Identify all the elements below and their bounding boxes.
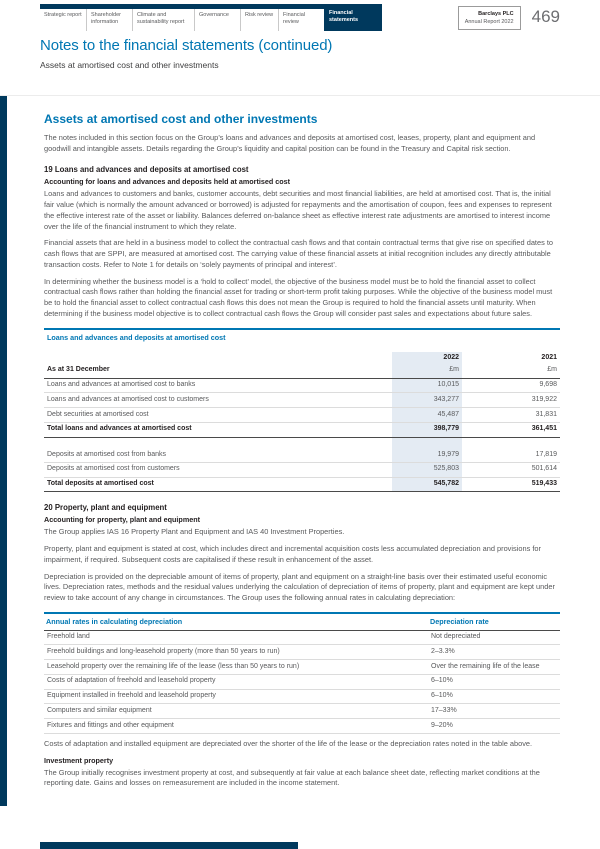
- row-label: Leasehold property over the remaining life of the lease (less than 50 years to run): [44, 660, 428, 675]
- table1-title: Loans and advances and deposits at amortised cost: [47, 332, 226, 342]
- table-row: [44, 408, 560, 423]
- loans-deposits-table: [44, 328, 560, 493]
- main-content: [44, 112, 560, 795]
- row-value-2022: 343,277: [392, 393, 462, 408]
- depreciation-rates-table: [44, 612, 560, 734]
- row-value-2022: 10,015: [392, 378, 462, 393]
- row-value-2022: 525,803: [392, 462, 462, 477]
- tab-strategic-report[interactable]: Strategic report: [44, 12, 82, 18]
- row-label: Total loans and advances at amortised cost: [44, 422, 392, 437]
- year-2021-header: 2021: [541, 354, 557, 362]
- row-value-2021: 17,819: [462, 448, 560, 462]
- table-row: [44, 645, 560, 660]
- row-label: Loans and advances at amortised cost to customers: [44, 393, 392, 408]
- table1-unit-row: [44, 364, 560, 378]
- note20-subtitle: Accounting for property, plant and equipment: [44, 515, 200, 525]
- note20-para4: Costs of adaptation and installed equipment are depreciated over the shorter of the life of the lease or the depreciation rates noted in the table above.: [44, 738, 533, 748]
- row-value-2022: 45,487: [392, 408, 462, 423]
- row-label: Fixtures and fittings and other equipment: [44, 719, 428, 734]
- row-rate: 9–20%: [428, 719, 560, 734]
- row-label: Costs of adaptation of freehold and leasehold property: [44, 674, 428, 689]
- table-row: [44, 660, 560, 675]
- unit-2021: £m: [462, 364, 560, 378]
- tab-financial-statements[interactable]: Financial statements: [324, 4, 382, 31]
- page-title: Notes to the financial statements (continued): [40, 37, 333, 54]
- row-rate: 2–3.3%: [428, 645, 560, 660]
- row-rate: 17–33%: [428, 704, 560, 719]
- row-value-2021: 9,698: [462, 378, 560, 393]
- tab-financial-review[interactable]: Financial review: [278, 9, 324, 31]
- row-value-2022: 545,782: [392, 477, 462, 492]
- table-row: [44, 689, 560, 704]
- page-number: 469: [531, 7, 560, 26]
- table2: [44, 614, 560, 734]
- row-label: Computers and similar equipment: [44, 704, 428, 719]
- table-row: [44, 719, 560, 734]
- note19-subtitle: Accounting for loans and advances and deposits held at amortised cost: [44, 177, 291, 187]
- row-value-2021: 501,614: [462, 462, 560, 477]
- row-label: Debt securities at amortised cost: [44, 408, 392, 423]
- brand-name: Barclays PLC: [478, 11, 514, 17]
- row-rate: Over the remaining life of the lease: [428, 660, 560, 675]
- table1-year-header-row: [44, 352, 560, 364]
- as-at-label: As at 31 December: [44, 364, 392, 378]
- page-header: [40, 37, 560, 70]
- row-rate: 6–10%: [428, 674, 560, 689]
- brand-report-title: Annual Report 2022: [464, 19, 514, 26]
- total-loans-row: [44, 422, 560, 437]
- row-value-2021: 361,451: [462, 422, 560, 437]
- total-deposits-row: [44, 477, 560, 492]
- table-row: [44, 704, 560, 719]
- row-value-2021: 31,831: [462, 408, 560, 423]
- table2-header-left: Annual rates in calculating depreciation: [44, 614, 428, 631]
- row-label: Freehold land: [44, 630, 428, 645]
- table-row: [44, 630, 560, 645]
- tab-climate-sustainability-report[interactable]: Climate and sustainability report: [132, 9, 194, 31]
- table-row: [44, 448, 560, 462]
- table1-spacer-row: [44, 437, 560, 448]
- row-label: Freehold buildings and long-leasehold property (more than 50 years to run): [44, 645, 428, 660]
- note19-para3: In determining whether the business model is a ‘hold to collect’ model, the objective of the business model must be to hold the financial asset to collect contractual cash flows rather than holding the financial asset for trading or short-term profit taking purposes. While the objective of the business model must be to hold the financial asset to collect contractual cash flows this does not mean the Group is required to hold the financial assets until maturity. When determining if the business model objective is to collect contractual cash flows the Group will consider past sales and expectations about future sales.: [44, 276, 553, 318]
- row-label: Equipment installed in freehold and leasehold property: [44, 689, 428, 704]
- note19-para1: Loans and advances to customers and banks, customer accounts, debt securities and most financial liabilities, are held at amortised cost. That is, the initial fair value (which is normally the amount advanced or borrowed) is adjusted for repayments and the amortisation of coupon, fees and expenses to represent the effective interest rate of the asset or liability. Balances deferred on-balance sheet as effective interest rate adjustments are amortised to interest income over the life of the financial instrument to which they relate.: [44, 189, 552, 231]
- intro-paragraph: The notes included in this section focus on the Group’s loans and advances and deposits at amortised cost, leases, property, plant and equipment and goodwill and intangible assets. Details regarding the Group’s liquidity and capital position can be found in the Treasury and Capital risk section.: [44, 133, 536, 153]
- tab-shareholder-information[interactable]: Shareholder information: [86, 9, 132, 31]
- row-label: Loans and advances at amortised cost to banks: [44, 378, 392, 393]
- row-label: Deposits at amortised cost from banks: [44, 448, 392, 462]
- table1: [44, 352, 560, 493]
- footer-accent-bar: [40, 842, 298, 849]
- section-heading: Assets at amortised cost and other investments: [44, 112, 318, 126]
- table-row: [44, 393, 560, 408]
- unit-2022: £m: [392, 364, 462, 378]
- row-value-2022: 19,979: [392, 448, 462, 462]
- tab-governance[interactable]: Governance: [194, 9, 240, 31]
- left-accent-bar: [0, 96, 7, 806]
- tab-risk-review[interactable]: Risk review: [240, 9, 278, 31]
- note20-para5: The Group initially recognises investment property at cost, and subsequently at fair value at each balance sheet date, reflecting market conditions at the reporting date. Gains and losses on remeasurement are included in the income statement.: [44, 767, 540, 788]
- top-nav: [40, 4, 560, 31]
- row-value-2021: 519,433: [462, 477, 560, 492]
- table-row: [44, 378, 560, 393]
- table2-header-right: Depreciation rate: [428, 614, 560, 631]
- row-label: Total deposits at amortised cost: [44, 477, 392, 492]
- table-row: [44, 674, 560, 689]
- brand-box: [458, 6, 521, 30]
- note20-para3: Depreciation is provided on the depreciable amount of items of property, plant and equipment on a straight-line basis over their estimated useful economic lives. Depreciation rates, methods and the residual values underlying the calculation of depreciation of items of property, plant and equipment are kept under review to take account of any change in circumstances. The Group uses the following annual rates in calculating depreciation:: [44, 571, 555, 602]
- row-label: Deposits at amortised cost from customers: [44, 462, 392, 477]
- year-2022-header: 2022: [392, 352, 462, 364]
- note20-para2: Property, plant and equipment is stated at cost, which includes direct and incremental acquisition costs less accumulated depreciation and provisions for impairment, if required. Subsequent costs are capitalised if these result in enhancement of the asset.: [44, 544, 541, 564]
- note19-para2: Financial assets that are held in a business model to collect the contractual cash flows and that contain contractual terms that give rise on specified dates to cash flows that are SPPI, are measured at amortised cost. The carrying value of these financial assets at initial recognition includes any directly attributable transaction costs. Refer to Note 1 for details on ‘solely payments of principal and interest’.: [44, 238, 554, 269]
- note20-para1: The Group applies IAS 16 Property Plant and Equipment and IAS 40 Investment Properties.: [44, 527, 345, 537]
- note19-title: 19 Loans and advances and deposits at amortised cost: [44, 165, 249, 175]
- investment-property-title: Investment property: [44, 755, 114, 765]
- row-value-2021: 319,922: [462, 393, 560, 408]
- table2-header-row: [44, 614, 560, 631]
- header-divider: [0, 95, 600, 96]
- note20-title: 20 Property, plant and equipment: [44, 503, 167, 513]
- nav-tabs: [40, 4, 324, 31]
- table-row: [44, 462, 560, 477]
- page-subtitle: Assets at amortised cost and other investments: [40, 60, 219, 70]
- row-rate: Not depreciated: [428, 630, 560, 645]
- row-rate: 6–10%: [428, 689, 560, 704]
- row-value-2022: 398,779: [392, 422, 462, 437]
